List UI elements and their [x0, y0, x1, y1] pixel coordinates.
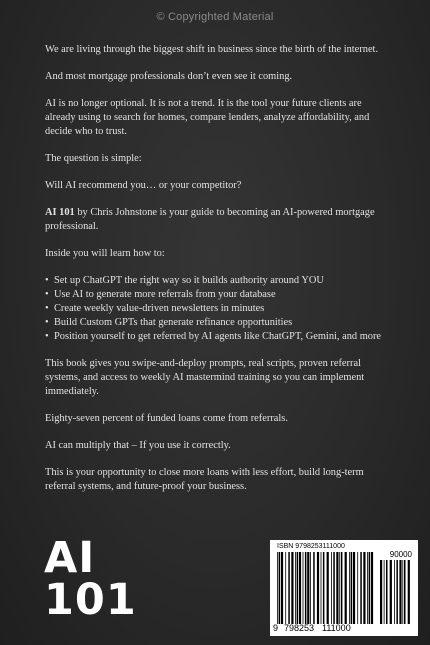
price-code: 90000	[389, 550, 412, 559]
list-item: • Build Custom GPTs that generate refinance opportunities	[45, 317, 293, 328]
blurb-paragraph: This is your opportunity to close more loans with less effort, build long-term referral systems, and future-proof your business.	[45, 467, 364, 492]
benefit-list	[45, 274, 390, 344]
barcode-bar	[295, 552, 296, 624]
barcode-bar	[353, 552, 355, 624]
bullet-icon: •	[45, 317, 49, 328]
barcode-bar	[341, 552, 343, 624]
barcode-bar	[380, 560, 382, 624]
barcode-bar	[386, 560, 388, 624]
barcode-bar	[369, 552, 371, 624]
barcode-bar	[313, 552, 315, 624]
book-title-inline: AI 101	[45, 207, 75, 218]
logo-line-1: AI	[44, 533, 96, 583]
barcode-bar	[305, 552, 307, 624]
barcode-bar	[367, 552, 368, 624]
barcode-bar	[339, 552, 340, 624]
barcode-bar	[277, 552, 278, 624]
barcode-bar	[288, 552, 290, 624]
barcode-bar	[333, 552, 335, 624]
bullet-icon: •	[45, 275, 49, 286]
list-item: • Set up ChatGPT the right way so it builds authority around YOU	[45, 275, 324, 286]
logo-line-2: 101	[44, 575, 137, 625]
barcode-bar	[351, 552, 353, 624]
blurb-paragraph: The question is simple:	[45, 153, 142, 164]
barcode-bar	[323, 552, 325, 624]
barcode-bar	[310, 552, 311, 624]
blurb-text	[45, 43, 390, 494]
barcode-bar	[285, 552, 286, 624]
barcode-digit-group-2: 111000	[322, 623, 351, 633]
blurb-intro-rest: by Chris Johnstone is your guide to becoming an AI-powered mortgage professional.	[45, 207, 375, 232]
blurb-paragraph: AI can multiply that – If you use it correctly.	[45, 440, 231, 451]
isbn-barcode	[270, 540, 418, 636]
barcode-bar	[303, 552, 304, 624]
barcode-bar	[371, 552, 373, 624]
barcode-bar	[363, 552, 365, 624]
barcode-bar	[404, 560, 406, 624]
barcode-bar	[360, 552, 362, 624]
barcode-bar	[345, 552, 347, 624]
barcode-bar	[394, 560, 395, 624]
blurb-paragraph: This book gives you swipe-and-deploy prompts, real scripts, proven referral systems, and access to weekly AI mastermind training so you can implement immediately.	[45, 358, 365, 397]
list-item: • Create weekly value-driven newsletters in minutes	[45, 303, 265, 314]
bullet-icon: •	[45, 331, 49, 342]
blurb-paragraph: Will AI recommend you… or your competitor?	[45, 180, 242, 191]
barcode-bar	[331, 552, 332, 624]
barcode-bar	[349, 552, 350, 624]
copyright-watermark: © Copyrighted Material	[156, 11, 274, 23]
isbn-label: ISBN 9798253111000	[277, 543, 345, 550]
bullet-icon: •	[45, 289, 49, 300]
barcode-digit-first: 9	[273, 623, 279, 633]
barcode-bar	[321, 552, 322, 624]
blurb-paragraph: And most mortgage professionals don’t even see it coming.	[45, 71, 293, 82]
barcode-bar	[297, 552, 299, 624]
barcode-bar	[327, 552, 329, 624]
blurb-paragraph: Inside you will learn how to:	[45, 248, 165, 259]
barcode-bar	[299, 552, 301, 624]
barcode-bar	[399, 560, 401, 624]
barcode-bar	[317, 552, 319, 624]
blurb-paragraph: AI is no longer optional. It is not a trend. It is the tool your future clients are already using to search for homes, compare lenders, analyze affordability, and decide who to trust.	[45, 98, 370, 137]
barcode-bar	[408, 560, 410, 624]
blurb-intro	[45, 206, 390, 234]
list-item: • Use AI to generate more referrals from your database	[45, 289, 276, 300]
barcode-bar	[402, 560, 403, 624]
barcode-digit-group-1: 798253	[284, 623, 315, 633]
barcode-bar	[357, 552, 358, 624]
barcode-bar	[291, 552, 293, 624]
barcode-bar	[281, 552, 283, 624]
list-item: • Position yourself to get referred by AI agents like ChatGPT, Gemini, and more	[45, 331, 382, 342]
barcode-bar	[336, 552, 338, 624]
barcode-bar	[279, 552, 281, 624]
blurb-paragraph: Eighty-seven percent of funded loans come from referrals.	[45, 413, 288, 424]
blurb-paragraph: We are living through the biggest shift in business since the birth of the internet.	[45, 44, 379, 55]
barcode-bar	[307, 552, 309, 624]
bullet-icon: •	[45, 303, 49, 314]
barcode-bar	[384, 560, 385, 624]
barcode-bar	[396, 560, 398, 624]
barcode-bar	[390, 560, 392, 624]
ai-101-logo	[44, 533, 137, 625]
